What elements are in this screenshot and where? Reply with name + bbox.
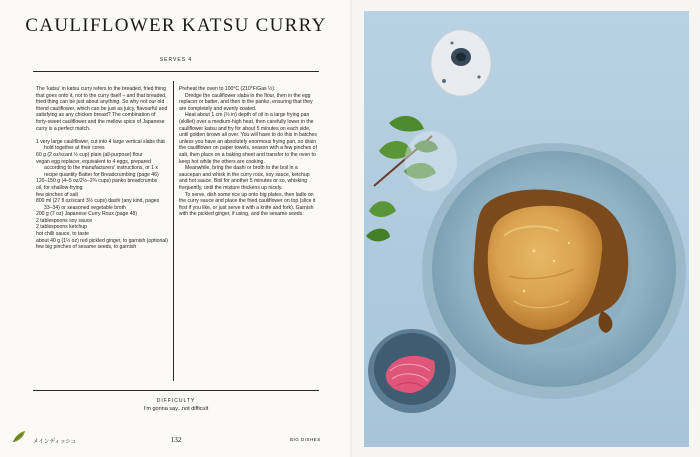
method-step: To serve, dish some rice up onto big plates, then ladle on the curry sauce and place the fried cauliflower on top (slice it first if you like, or just serve it with a knife and fork). Garnish with the pickled ginger, if using, and the sesame seeds. xyxy=(179,191,316,218)
ingredient-item: about 40 g (1½ oz) red pickled ginger, to garnish (optional) xyxy=(36,237,168,244)
ingredient-item: 800 ml (27 fl oz/scant 3½ cups) dashi (any kind, pages 33–34) or seasoned vegetable broth xyxy=(36,198,160,211)
page-number: 132 xyxy=(170,435,182,444)
ingredient-item: 60 g (2 oz/scant ½ cup) plain (all-purpose) flour xyxy=(36,151,143,158)
ingredient-item: few pinches of salt xyxy=(36,191,78,198)
ingredient-item: few big pinches of sesame seeds, to garnish xyxy=(36,244,137,251)
pickled-ginger-bowl xyxy=(368,329,456,413)
section-name: BIG DISHES xyxy=(290,437,321,442)
method-column xyxy=(179,86,319,218)
serves-label: SERVES 4 xyxy=(159,57,193,63)
method-step: Preheat the oven to 100°C (210°F/Gas ½). xyxy=(179,86,276,92)
ceramic-jar xyxy=(431,30,491,96)
ingredient-list xyxy=(36,139,168,251)
glass xyxy=(405,131,457,191)
ingredient-item: hot chilli sauce, to taste xyxy=(36,231,89,238)
ingredient-item: oil, for shallow-frying xyxy=(36,184,83,191)
recipe-intro: The 'katsu' in katsu curry refers to the breaded, fried thing that goes onto it, not to the curry itself – and that breaded, fried thing can be just about anything. So why not our old friend cauliflower, which can be just as juicy, flavourful and satisfying as any chicken breast? The combination of forty-sweet cauliflower and the mellow spice of Japanese curry is a perfect match. xyxy=(36,86,168,132)
ingredient-item: 2 tablespoons soy sauce xyxy=(36,217,93,224)
ingredient-item: 200 g (7 oz) Japanese Curry Roux (page 48) xyxy=(36,211,138,218)
method-step: Dredge the cauliflower slabs in the flour, then in the egg replacer or batter, and then in the panko, ensuring that they are completely and evenly coated. xyxy=(179,92,313,112)
recipe-title: CAULIFLOWER KATSU CURRY xyxy=(25,15,327,36)
column-divider xyxy=(173,81,174,381)
method-step: Heat about 1 cm (½ in) depth of oil in a large frying pan (skillet) over a medium-high heat, then carefully lower in the cauliflower katsu and fry for about 5 minutes on each side, until golden brown all over. You will have to do this in batches unless you have an absolutely enormous frying pan, so drain the cauliflower on paper towels, season with a few pinches of salt, then place on a baking sheet and transfer to the oven to keep hot while the others are cooking. xyxy=(179,112,317,165)
method-step: Meanwhile, bring the dashi or broth to the boil in a saucepan and whisk in the curry roux, soy sauce, ketchup and hot sauce. Boil for another 5 minutes or so, whisking frequently, until the mixture thickens up nicely. xyxy=(179,165,310,191)
ingredients-column xyxy=(36,86,168,251)
top-rule xyxy=(33,71,319,72)
difficulty-value: I'm gonna say...not difficult xyxy=(143,406,209,412)
section-name-japanese: メインディッシュ xyxy=(33,439,77,445)
difficulty-label: DIFFICULTY xyxy=(156,398,196,404)
ingredient-item: vegan egg replacer, equivalent to 4 eggs, prepared according to the manufacturers' instructions, or 1 x recipe quantity Batter for Breadcrumbing (page 46) xyxy=(36,158,159,178)
ingredient-item: 1 very large cauliflower, cut into 4 large vertical slabs that hold together at their cores xyxy=(36,138,165,152)
ingredient-item: 120–150 g (4–5 oz/2½–2¾ cups) panko breadcrumbs xyxy=(36,178,158,185)
bottom-rule xyxy=(33,390,319,391)
ingredient-item: 2 tablespoons ketchup xyxy=(36,224,87,231)
food-photo xyxy=(364,11,689,447)
